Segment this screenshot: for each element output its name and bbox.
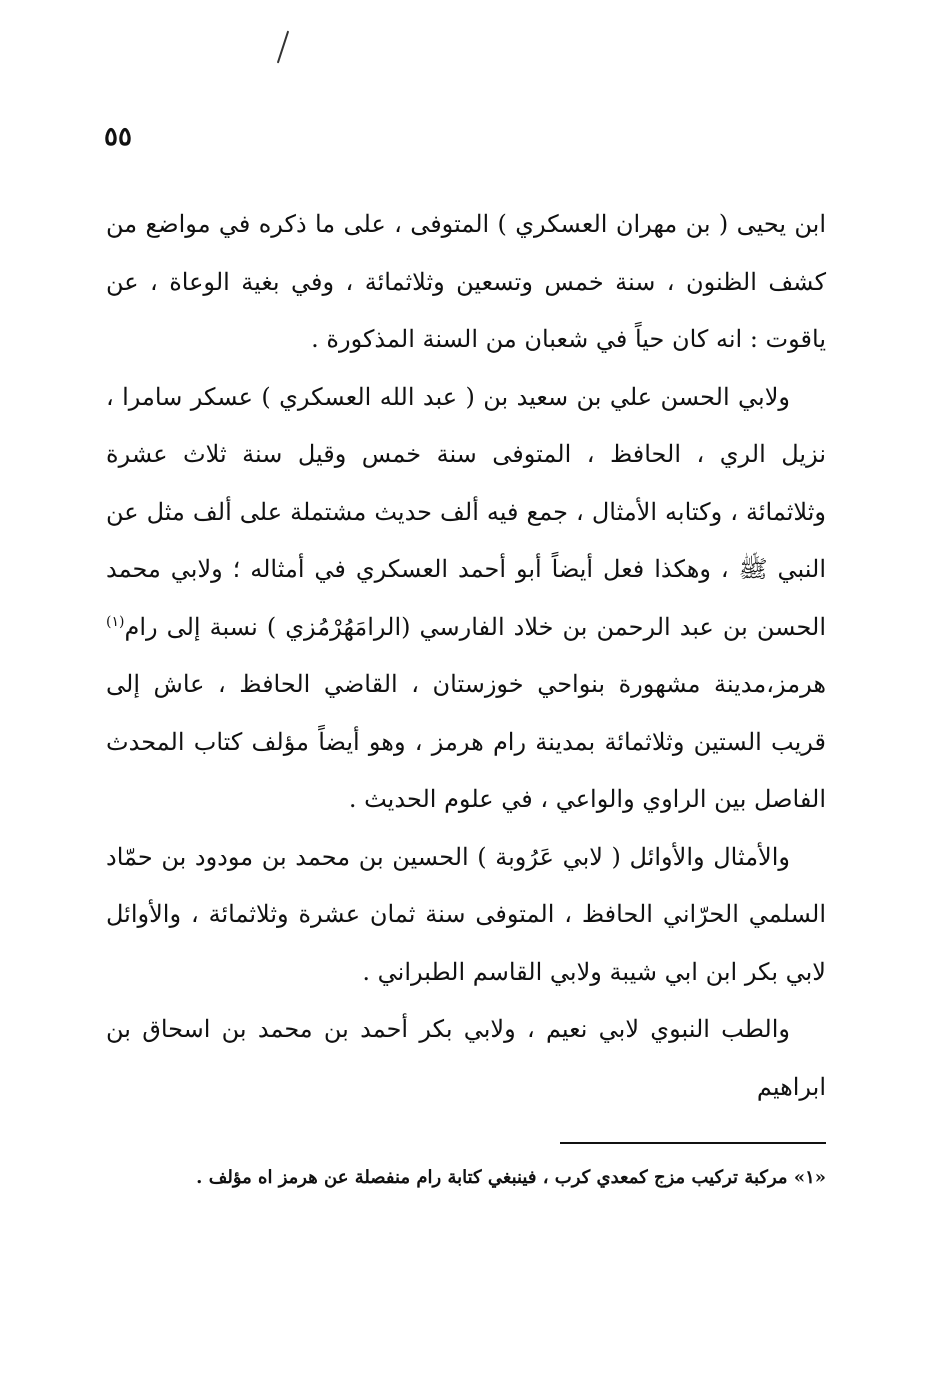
paragraph-1: ابن يحيى ( بن مهران العسكري ) المتوفى ، على ما ذكره في مواضع من كشف الظنون ، سنة خمس وتسعين وثلاثمائة ، وفي بغية الوعاة ، عن ياقوت : انه كان حياً في شعبان من السنة المذكورة .: [106, 210, 826, 353]
paragraph-2-continued: هرمز،مدينة مشهورة بنواحي خوزستان ، القاضي الحافظ ، عاش إلى قريب الستين وثلاثمائة بمدينة رام هرمز ، وهو أيضاً مؤلف كتاب المحدث الفاصل بين الراوي والواعي ، في علوم الحديث .: [106, 670, 826, 813]
paragraph-2: [106, 369, 826, 829]
body-text: [106, 196, 826, 1116]
stray-pen-mark: [277, 31, 289, 64]
paragraph-3: والأمثال والأوائل ( لابي عَرُوبة ) الحسين بن محمد بن مودود بن حمّاد السلمي الحرّاني الحافظ ، المتوفى سنة ثمان عشرة وثلاثمائة ، والأوائل لابي بكر ابن ابي شيبة ولابي القاسم الطبراني .: [106, 842, 826, 986]
page-number: ٥٥: [104, 122, 132, 152]
paragraph-4: والطب النبوي لابي نعيم ، ولابي بكر أحمد بن محمد بن اسحاق بن ابراهيم: [106, 1015, 826, 1101]
footnote: «١» مركبة تركيب مزج كمعدي كرب ، فينبغي كتابة رام منفصلة عن هرمز اه مؤلف .: [196, 1167, 826, 1188]
footnote-separator: [560, 1142, 826, 1144]
paragraph-2-text: ولابي الحسن علي بن سعيد بن ( عبد الله العسكري ) عسكر سامرا ، نزيل الري ، الحافظ ، المتوفى سنة خمس وقيل سنة ثلاث عشرة وثلاثمائة ، وكتابه الأمثال ، جمع فيه ألف حديث مشتملة على ألف مثل عن النبي ﷺ ، وهكذا فعل أيضاً أبو أحمد العسكري في أمثاله ؛ ولابي محمد الحسن بن عبد الرحمن بن خلاد الفارسي (الرامَهُرْمُزي ) نسبة إلى رام: [106, 382, 826, 641]
footnote-marker: (١): [106, 613, 125, 630]
